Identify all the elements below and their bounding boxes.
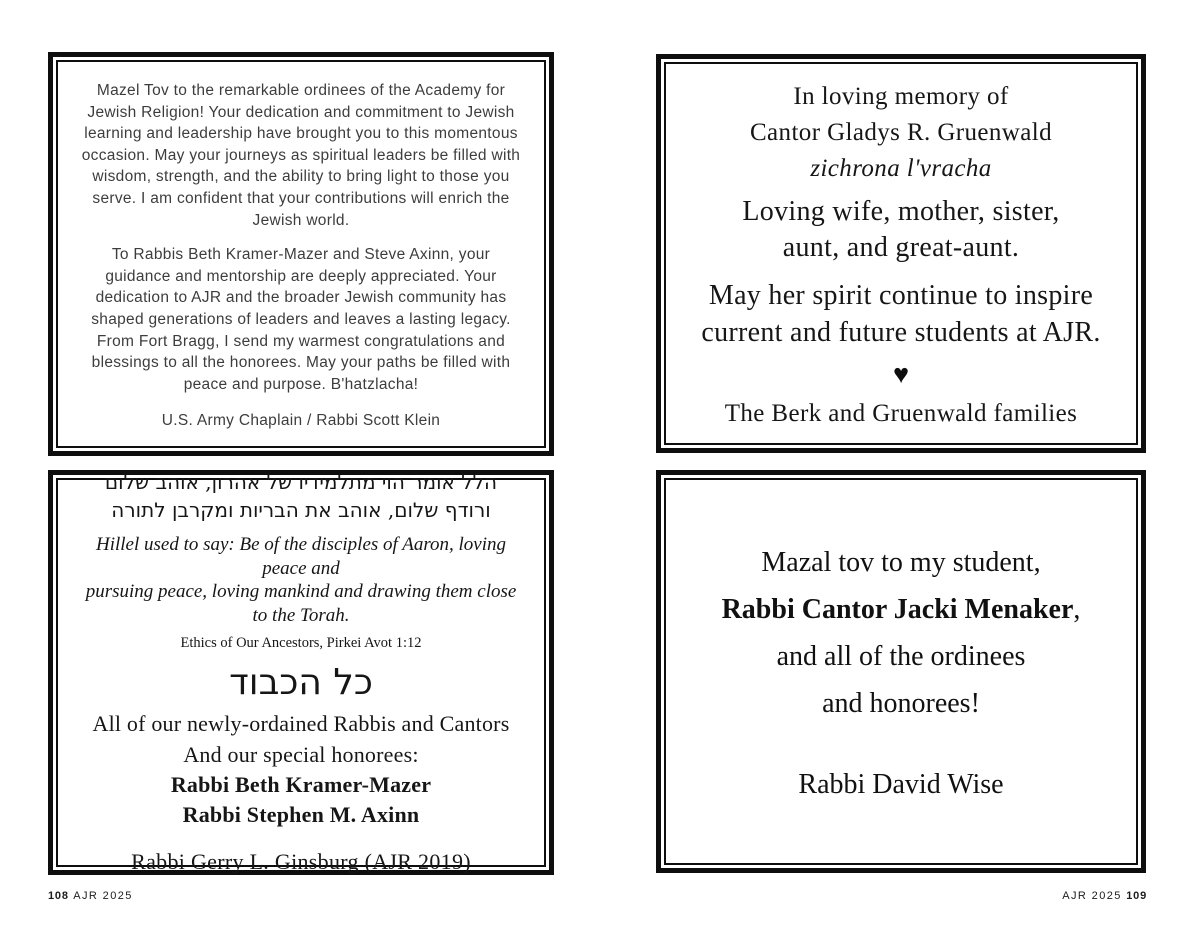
congrats-line-2: And our special honorees: (183, 742, 419, 767)
hebrew-quote-line-1: הלל אומר הוי מתלמידיו של אהרון, אוהב שלום (104, 470, 498, 494)
wise-signature: Rabbi David Wise (798, 768, 1004, 800)
student-name-comma: , (1073, 593, 1081, 625)
quote-translation-line-2: pursuing peace, loving mankind and drawing them close to the Torah. (85, 581, 517, 626)
memorial-intro-line: In loving memory of (793, 82, 1009, 110)
memorial-wish-line-1: May her spirit continue to inspire (708, 279, 1094, 311)
quote-citation: Ethics of Our Ancestors, Pirkei Avot 1:12 (180, 635, 422, 651)
klein-signature: U.S. Army Chaplain / Rabbi Scott Klein (161, 412, 441, 430)
footer-left-folio (48, 890, 133, 902)
student-name: Rabbi Cantor Jacki Menaker (721, 593, 1074, 625)
memorial-signature: The Berk and Gruenwald families (724, 399, 1078, 427)
klein-paragraph-2: To Rabbis Beth Kramer-Mazer and Steve Axinn, your guidance and mentorship are deeply appreciated. Your dedication to AJR and the broader Jewish community has shaped generations of leaders and leaves a lasting legacy. From Fort Bragg, I send my warmest congratulations and blessings to all the honorees. May your paths be filled with peace and purpose. B'hatzlacha! (91, 246, 511, 393)
tribute-ad-ginsburg (48, 470, 554, 875)
congrats-line-1: All of our newly-ordained Rabbis and Cantors (92, 711, 510, 736)
honoree-name-2: Rabbi Stephen M. Axinn (182, 802, 420, 827)
memorial-tribute-line-2: aunt, and great-aunt. (782, 231, 1020, 263)
tribute-ad-scott-klein (48, 52, 554, 456)
memorial-name: Cantor Gladys R. Gruenwald (749, 118, 1052, 146)
memorial-ad-gruenwald-content (664, 62, 1138, 445)
heart-icon: ♥ (892, 358, 910, 389)
klein-paragraph-1: Mazel Tov to the remarkable ordinees of the Academy for Jewish Religion! Your dedication and commitment to Jewish learning and leadership have brought you to this momentous occasion. May your journeys as spiritual leaders be filled with wisdom, strength, and the ability to bring light to those you serve. I am confident that your contributions will enrich the Jewish world. (81, 82, 521, 229)
wise-line-2: and all of the ordinees (776, 640, 1026, 672)
hebrew-headline-kol-hakavod: כל הכבוד (229, 662, 373, 703)
honoree-name-1: Rabbi Beth Kramer-Mazer (170, 772, 432, 797)
footer-right-folio (1062, 890, 1147, 902)
left-page-number: 108 (48, 890, 69, 902)
memorial-wish-line-2: current and future students at AJR. (701, 316, 1101, 348)
tribute-ad-scott-klein-content (56, 60, 546, 448)
memorial-tribute-line-1: Loving wife, mother, sister, (742, 195, 1060, 227)
right-page-number: 109 (1126, 890, 1147, 902)
wise-student-name-line (722, 586, 1081, 633)
wise-line-3: and honorees! (822, 687, 980, 719)
tribute-ad-ginsburg-content (56, 470, 546, 874)
tribute-ad-david-wise (656, 470, 1146, 873)
memorial-zichrona-lvracha: zichrona l'vracha (810, 154, 992, 182)
tribute-ad-david-wise-content (664, 478, 1138, 865)
left-footer-label: AJR 2025 (73, 890, 133, 902)
hebrew-quote-line-2: ורודף שלום, אוהב את הבריות ומקרבן לתורה (111, 497, 491, 522)
right-footer-label: AJR 2025 (1062, 890, 1122, 902)
wise-line-1: Mazal tov to my student, (761, 546, 1041, 578)
memorial-ad-gruenwald (656, 54, 1146, 453)
ginsburg-signature: Rabbi Gerry L. Ginsburg (AJR 2019) (131, 849, 471, 874)
quote-translation-line-1: Hillel used to say: Be of the disciples of Aaron, loving peace and (95, 534, 507, 579)
